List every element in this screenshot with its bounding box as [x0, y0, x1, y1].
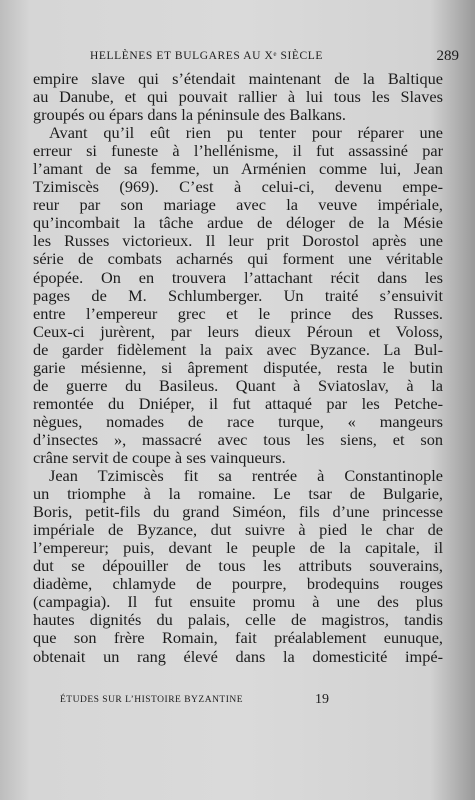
text-line: les Russes victorieux. Il leur prit Dorostol après une: [33, 232, 443, 251]
text-line: empire slave qui s’étendait maintenant de la Baltique: [33, 70, 443, 88]
text-line: l’amant de sa femme, un Arménien comme lui, Jean: [33, 160, 443, 179]
page-number: 289: [436, 48, 459, 64]
signature-label: ÉTUDES SUR L’HISTOIRE BYZANTINE: [60, 695, 244, 705]
running-title: HELLÈNES ET BULGARES AU Xᵉ SIÈCLE: [90, 50, 324, 62]
page-header: [60, 48, 465, 68]
text-line: obtenait un rang élevé dans la domesticité impé-: [33, 647, 443, 666]
text-line: crâne servit de coupe à ses vainqueurs.: [33, 448, 286, 467]
text-line: d’insectes », massacré avec tous les siens, et son: [33, 430, 443, 449]
text-line: hautes dignités du palais, celle de magistros, tandis: [33, 611, 443, 630]
text-line: Boris, petit-fils du grand Siméon, fils d’une princesse: [33, 503, 443, 522]
text-line: pages de M. Schlumberger. Un traité s’ensuivit: [33, 286, 443, 305]
text-line: Jean Tzimiscès fit sa rentrée à Constantinople: [49, 467, 443, 486]
text-line: entre l’empereur grec et le prince des Russes.: [33, 304, 443, 323]
text-line: Tzimiscès (969). C’est à celui-ci, devenu empe-: [33, 178, 443, 197]
body-text: [33, 70, 443, 666]
text-line: Avant qu’il eût rien pu tenter pour réparer une: [49, 124, 443, 143]
text-line: groupés ou épars dans la péninsule des Balkans.: [33, 106, 346, 125]
text-line: au Danube, et qui pouvait rallier à lui tous les Slaves: [33, 88, 443, 107]
text-line: nègues, nomades de race turque, « mangeurs: [33, 412, 443, 431]
text-line: remontée du Dniéper, il fut attaqué par les Petche-: [33, 394, 443, 413]
text-line: l’empereur; puis, devant le peuple de la capitale, il: [33, 539, 443, 558]
text-line: série de combats acharnés qui forment une véritable: [33, 250, 443, 269]
text-line: erreur si funeste à l’hellénisme, il fut assassiné par: [33, 142, 443, 161]
text-line: un triomphe à la romaine. Le tsar de Bulgarie,: [33, 485, 443, 504]
text-line: que son frère Romain, fait préalablement eunuque,: [33, 629, 443, 648]
text-line: dut se dépouiller de tous les attributs souverains,: [33, 557, 443, 576]
text-line: garie mésienne, si âprement disputée, resta le butin: [33, 358, 443, 377]
text-line: diadème, chlamyde de pourpre, brodequins rouges: [33, 575, 443, 594]
text-line: qu’incombait la tâche ardue de déloger de la Mésie: [33, 214, 443, 233]
page-footer: [60, 692, 420, 712]
text-line: Ceux-ci jurèrent, par leurs dieux Péroun et Voloss,: [33, 322, 443, 341]
text-line: (campagia). Il fut ensuite promu à une des plus: [33, 593, 443, 612]
text-line: de garder fidèlement la paix avec Byzance. La Bul-: [33, 340, 443, 359]
signature-number: 19: [315, 692, 329, 707]
text-line: impériale de Byzance, dut suivre à pied le char de: [33, 521, 443, 540]
text-line: reur par son mariage avec la veuve impériale,: [33, 196, 443, 215]
text-line: épopée. On en trouvera l’attachant récit dans les: [33, 268, 443, 287]
text-line: de guerre du Basileus. Quant à Sviatoslav, à la: [33, 376, 443, 395]
